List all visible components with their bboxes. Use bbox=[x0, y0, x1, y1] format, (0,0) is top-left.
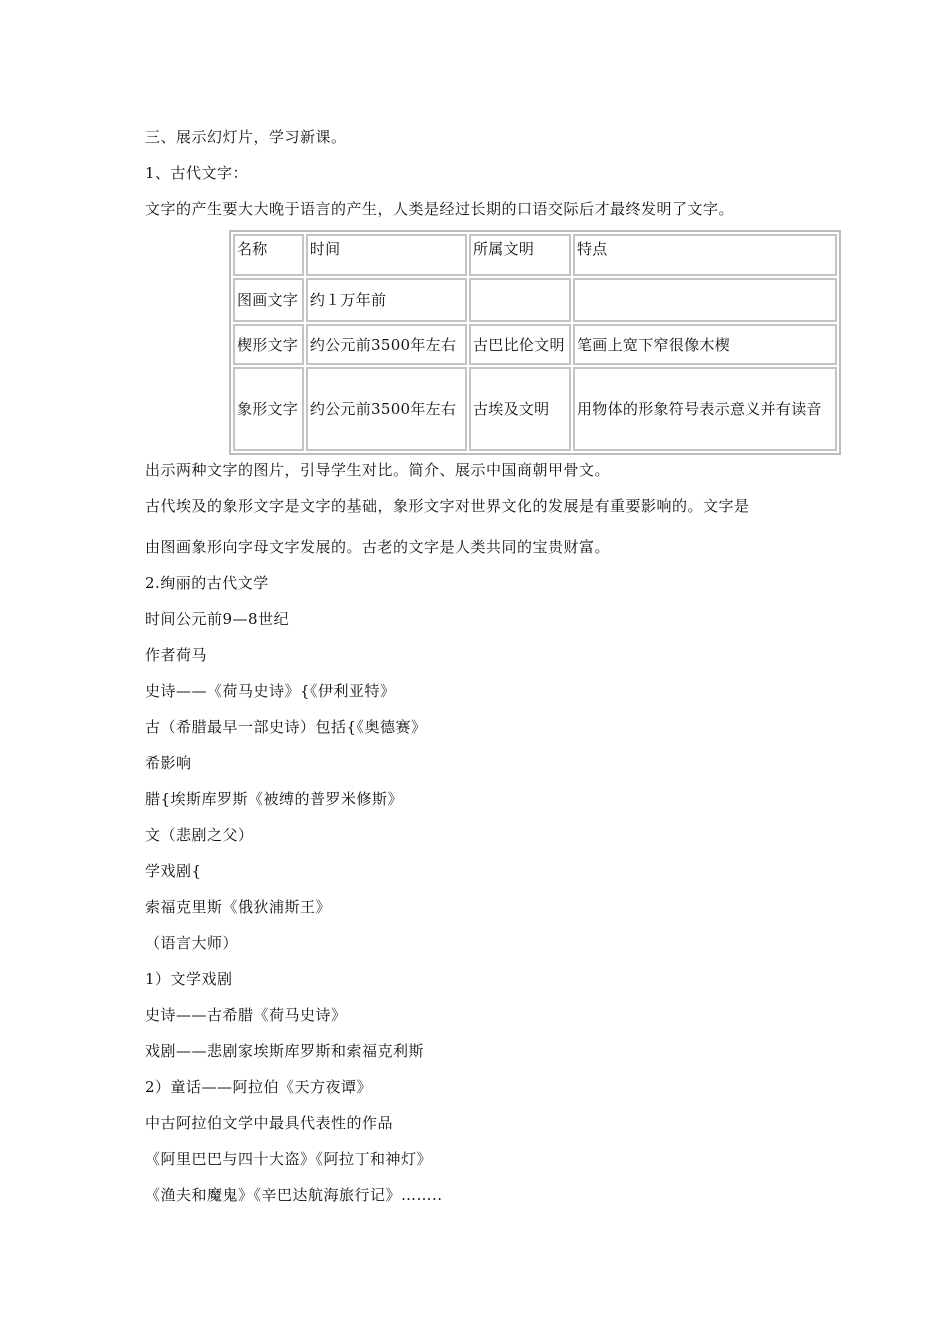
text-line: 2）童话——阿拉伯《天方夜谭》 bbox=[145, 1078, 373, 1096]
text-line: 索福克里斯《俄狄浦斯王》 bbox=[145, 898, 332, 916]
table-cell bbox=[469, 278, 571, 322]
table-cell: 用物体的形象符号表示意义并有读音 bbox=[573, 367, 837, 451]
subsection-title: 1、古代文字： bbox=[145, 164, 249, 182]
table-grid bbox=[229, 230, 841, 455]
text-line: 由图画象形向字母文字发展的。古老的文字是人类共同的宝贵财富。 bbox=[145, 538, 611, 556]
text-line: （语言大师） bbox=[145, 934, 239, 952]
text-line: 中古阿拉伯文学中最具代表性的作品 bbox=[145, 1114, 394, 1132]
writing-systems-table bbox=[229, 230, 841, 455]
text-line: 时间公元前9—8世纪 bbox=[145, 610, 290, 628]
header-cell-time: 时间 bbox=[306, 234, 467, 276]
table-cell: 约１万年前 bbox=[306, 278, 467, 322]
text-line: 出示两种文字的图片，引导学生对比。简介、展示中国商朝甲骨文。 bbox=[145, 461, 611, 479]
text-line: 希影响 bbox=[145, 754, 192, 772]
intro-paragraph: 文字的产生要大大晚于语言的产生，人类是经过长期的口语交际后才最终发明了文字。 bbox=[145, 200, 735, 218]
table-header-row bbox=[233, 234, 837, 276]
table-cell: 楔形文字 bbox=[233, 324, 304, 366]
text-line: 学戏剧{ bbox=[145, 862, 202, 880]
header-cell-features: 特点 bbox=[573, 234, 837, 276]
table-cell: 约公元前3500年左右 bbox=[306, 324, 467, 366]
table-cell: 象形文字 bbox=[233, 367, 304, 451]
text-line: 文（悲剧之父） bbox=[145, 826, 254, 844]
header-cell-civilization: 所属文明 bbox=[469, 234, 571, 276]
text-line: 《渔夫和魔鬼》《辛巴达航海旅行记》…….. bbox=[145, 1186, 443, 1204]
text-line: 古代埃及的象形文字是文字的基础，象形文字对世界文化的发展是有重要影响的。文字是 bbox=[145, 497, 750, 515]
table-cell: 笔画上宽下窄很像木楔 bbox=[573, 324, 837, 366]
text-line: 戏剧——悲剧家埃斯库罗斯和索福克利斯 bbox=[145, 1042, 425, 1060]
table-row bbox=[233, 367, 837, 451]
table-cell: 古巴比伦文明 bbox=[469, 324, 571, 366]
text-line: 《阿里巴巴与四十大盗》《阿拉丁和神灯》 bbox=[145, 1150, 433, 1168]
table-cell: 古埃及文明 bbox=[469, 367, 571, 451]
text-line: 史诗——《荷马史诗》{《伊利亚特》 bbox=[145, 682, 396, 700]
text-line: 作者荷马 bbox=[145, 646, 208, 664]
section-title: 三、展示幻灯片，学习新课。 bbox=[145, 128, 347, 146]
table-cell bbox=[573, 278, 837, 322]
text-line: 史诗——古希腊《荷马史诗》 bbox=[145, 1006, 347, 1024]
text-line: 古（希腊最早一部史诗）包括{《奥德赛》 bbox=[145, 718, 427, 736]
table-row bbox=[233, 278, 837, 322]
header-cell-name: 名称 bbox=[233, 234, 304, 276]
table-cell: 图画文字 bbox=[233, 278, 304, 322]
text-line: 1）文学戏剧 bbox=[145, 970, 233, 988]
text-line: 腊{埃斯库罗斯《被缚的普罗米修斯》 bbox=[145, 790, 404, 808]
text-line: 2.绚丽的古代文学 bbox=[145, 574, 269, 592]
table-row bbox=[233, 324, 837, 366]
table-cell: 约公元前3500年左右 bbox=[306, 367, 467, 451]
